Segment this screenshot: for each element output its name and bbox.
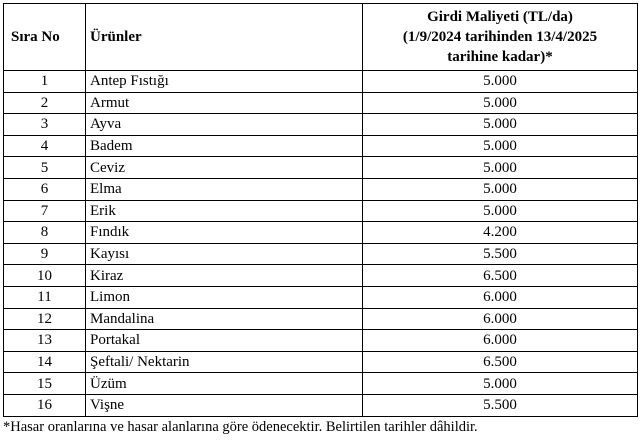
row-number-cell: 14 <box>4 351 86 373</box>
cost-value-cell: 5.000 <box>363 71 638 93</box>
cost-value-cell: 5.500 <box>363 394 638 416</box>
cost-table <box>3 3 638 417</box>
cost-value-cell: 5.000 <box>363 114 638 136</box>
table-row <box>4 71 638 93</box>
cost-value-cell: 6.500 <box>363 265 638 287</box>
row-number-cell: 15 <box>4 373 86 395</box>
row-number-cell: 12 <box>4 308 86 330</box>
header-girdi-maliyeti <box>363 4 638 71</box>
row-number-cell: 16 <box>4 394 86 416</box>
cost-value-cell: 5.000 <box>363 135 638 157</box>
product-name-cell: Şeftali/ Nektarin <box>86 351 363 373</box>
table-row <box>4 265 638 287</box>
table-row <box>4 114 638 136</box>
row-number-cell: 6 <box>4 178 86 200</box>
table-row <box>4 308 638 330</box>
header-cost-line-1: Girdi Maliyeti (TL/da) <box>427 9 573 25</box>
table-row <box>4 286 638 308</box>
row-number-cell: 2 <box>4 92 86 114</box>
table-body <box>4 71 638 417</box>
cost-value-cell: 5.000 <box>363 200 638 222</box>
table-row <box>4 178 638 200</box>
row-number-cell: 7 <box>4 200 86 222</box>
product-name-cell: Kiraz <box>86 265 363 287</box>
row-number-cell: 11 <box>4 286 86 308</box>
table-row <box>4 157 638 179</box>
table-row <box>4 394 638 416</box>
product-name-cell: Badem <box>86 135 363 157</box>
row-number-cell: 5 <box>4 157 86 179</box>
table-header-row <box>4 4 638 71</box>
product-name-cell: Limon <box>86 286 363 308</box>
table-row <box>4 351 638 373</box>
cost-value-cell: 6.000 <box>363 286 638 308</box>
header-cost-line-3: tarihine kadar)* <box>447 49 553 65</box>
cost-value-cell: 5.000 <box>363 178 638 200</box>
table-row <box>4 92 638 114</box>
product-name-cell: Fındık <box>86 222 363 244</box>
table-row <box>4 222 638 244</box>
row-number-cell: 10 <box>4 265 86 287</box>
table-row <box>4 373 638 395</box>
product-name-cell: Armut <box>86 92 363 114</box>
product-name-cell: Erik <box>86 200 363 222</box>
cost-value-cell: 6.000 <box>363 330 638 352</box>
cost-value-cell: 5.000 <box>363 157 638 179</box>
product-name-cell: Üzüm <box>86 373 363 395</box>
cost-value-cell: 5.000 <box>363 92 638 114</box>
table-row <box>4 200 638 222</box>
product-name-cell: Antep Fıstığı <box>86 71 363 93</box>
row-number-cell: 3 <box>4 114 86 136</box>
cost-value-cell: 4.200 <box>363 222 638 244</box>
product-name-cell: Mandalina <box>86 308 363 330</box>
row-number-cell: 4 <box>4 135 86 157</box>
product-name-cell: Ayva <box>86 114 363 136</box>
document <box>3 3 637 436</box>
table-row <box>4 243 638 265</box>
header-sira-no: Sıra No <box>4 4 86 71</box>
product-name-cell: Portakal <box>86 330 363 352</box>
product-name-cell: Ceviz <box>86 157 363 179</box>
product-name-cell: Elma <box>86 178 363 200</box>
product-name-cell: Vişne <box>86 394 363 416</box>
cost-value-cell: 6.000 <box>363 308 638 330</box>
header-cost-line-2: (1/9/2024 tarihinden 13/4/2025 <box>402 29 598 45</box>
row-number-cell: 8 <box>4 222 86 244</box>
cost-value-cell: 5.500 <box>363 243 638 265</box>
table-row <box>4 330 638 352</box>
row-number-cell: 9 <box>4 243 86 265</box>
footnote: *Hasar oranlarına ve hasar alanlarına göre ödenecektir. Belirtilen tarihler dâhildir. <box>3 418 478 435</box>
row-number-cell: 13 <box>4 330 86 352</box>
table-row <box>4 135 638 157</box>
cost-value-cell: 6.500 <box>363 351 638 373</box>
product-name-cell: Kayısı <box>86 243 363 265</box>
row-number-cell: 1 <box>4 71 86 93</box>
header-urunler: Ürünler <box>86 4 363 71</box>
cost-value-cell: 5.000 <box>363 373 638 395</box>
